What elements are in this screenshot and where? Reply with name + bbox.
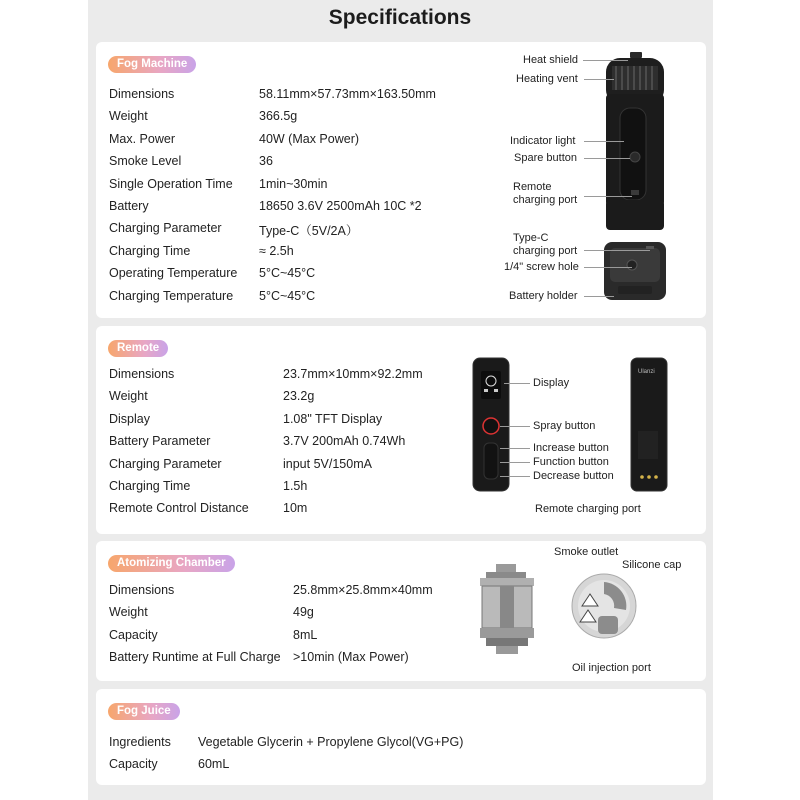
spec-label: Single Operation Time — [109, 176, 233, 191]
remote-badge: Remote — [108, 340, 168, 357]
callout-remote-charging-port-line2: charging port — [513, 194, 578, 206]
fog-machine-badge: Fog Machine — [108, 56, 196, 73]
callout-screw-hole: 1/4" screw hole — [504, 261, 579, 273]
spec-label: Dimensions — [109, 367, 175, 381]
spec-value: input 5V/150mA — [283, 456, 372, 471]
spec-value: >10min (Max Power) — [293, 650, 409, 665]
spec-label: Display — [109, 411, 150, 426]
leader-heat-shield — [583, 60, 628, 61]
leader-typec — [584, 250, 650, 251]
spec-label: Weight — [109, 389, 148, 404]
spec-label: Charging Parameter — [109, 456, 222, 471]
spec-value: 8mL — [293, 627, 318, 642]
spec-value: 36 — [259, 154, 273, 169]
leader-decrease-button — [500, 476, 530, 477]
spec-value: 5°C~45°C — [259, 266, 316, 281]
spec-value: 23.7mm×10mm×92.2mm — [283, 367, 423, 381]
spec-label: Ingredients — [109, 735, 171, 749]
leader-function-button — [500, 462, 530, 463]
callout-remote-charging-port: Remote charging port — [535, 503, 641, 515]
callout-heating-vent: Heating vent — [516, 73, 578, 85]
remote-back-illustration — [630, 357, 670, 493]
spec-label: Battery Runtime at Full Charge — [109, 650, 281, 665]
spec-label: Weight — [109, 605, 148, 620]
spec-value: 60mL — [198, 757, 230, 772]
leader-increase-button — [500, 448, 530, 449]
fog-machine-illustration — [598, 50, 678, 310]
spec-label: Weight — [109, 109, 148, 124]
callout-increase-button: Increase button — [533, 442, 609, 454]
page-title: Specifications — [328, 6, 472, 29]
callout-spray-button: Spray button — [533, 420, 596, 432]
spec-label: Dimensions — [109, 87, 175, 101]
spec-label: Battery Parameter — [109, 434, 211, 449]
leader-screw-hole — [584, 267, 632, 268]
leader-indicator-light — [584, 141, 624, 142]
spec-value: 366.5g — [259, 109, 298, 124]
callout-decrease-button: Decrease button — [533, 470, 614, 482]
callout-spare-button: Spare button — [514, 152, 577, 164]
fog-juice-badge: Fog Juice — [108, 703, 180, 720]
callout-smoke-outlet: Smoke outlet — [554, 546, 619, 558]
spec-label: Charging Time — [109, 243, 191, 258]
spec-value: 40W (Max Power) — [259, 131, 360, 146]
spec-value: 18650 3.6V 2500mAh 10C *2 — [259, 199, 422, 213]
callout-silicone-cap: Silicone cap — [622, 559, 682, 571]
spec-label: Charging Temperature — [109, 288, 234, 303]
spec-label: Charging Time — [109, 479, 191, 493]
atomizing-chamber-side-illustration — [472, 562, 542, 658]
spec-value: 5°C~45°C — [259, 288, 316, 303]
spec-value: 3.7V 200mAh 0.74Wh — [283, 434, 406, 449]
callout-indicator-light: Indicator light — [510, 135, 576, 147]
spec-label: Remote Control Distance — [109, 501, 249, 516]
leader-spray-button — [500, 426, 530, 427]
leader-heating-vent — [584, 79, 614, 80]
callout-oil-injection-port: Oil injection port — [572, 662, 651, 674]
spec-label: Smoke Level — [109, 154, 182, 169]
callout-heat-shield: Heat shield — [523, 54, 579, 66]
leader-spare-button — [584, 158, 630, 159]
spec-label: Dimensions — [109, 583, 175, 597]
callout-battery-holder: Battery holder — [509, 290, 578, 302]
leader-remote-charging-port — [584, 196, 632, 197]
spec-value: 10m — [283, 501, 308, 516]
spec-value: ≈ 2.5h — [259, 243, 294, 258]
remote-brand-mark: Ulanzi — [638, 369, 655, 375]
spec-value: Type-C（5V/2A） — [259, 224, 359, 239]
spec-label: Charging Parameter — [109, 221, 222, 236]
leader-battery-holder — [584, 296, 614, 297]
callout-function-button: Function button — [533, 456, 609, 468]
callout-remote-charging-port-line1: Remote — [513, 181, 552, 193]
atomizing-chamber-badge: Atomizing Chamber — [108, 555, 235, 572]
atomizing-chamber-top-illustration — [570, 572, 640, 642]
callout-typec-line1: Type-C — [513, 232, 549, 244]
fog-juice-card — [96, 689, 706, 785]
callout-display: Display — [533, 377, 570, 389]
spec-label: Battery — [109, 199, 149, 213]
spec-label: Capacity — [109, 627, 158, 642]
spec-value: 25.8mm×25.8mm×40mm — [293, 583, 433, 597]
spec-value: Vegetable Glycerin + Propylene Glycol(VG+PG) — [198, 735, 464, 749]
spec-value: 1.08" TFT Display — [283, 411, 383, 426]
spec-value: 1.5h — [283, 479, 308, 493]
spec-label: Operating Temperature — [109, 266, 238, 281]
callout-typec-line2: charging port — [513, 245, 578, 257]
spec-value: 49g — [293, 605, 314, 620]
leader-display — [504, 383, 530, 384]
spec-value: 23.2g — [283, 389, 315, 404]
spec-label: Capacity — [109, 757, 158, 772]
remote-front-illustration — [472, 357, 512, 493]
spec-value: 58.11mm×57.73mm×163.50mm — [259, 87, 436, 101]
spec-label: Max. Power — [109, 131, 175, 146]
spec-value: 1min~30min — [259, 176, 328, 191]
